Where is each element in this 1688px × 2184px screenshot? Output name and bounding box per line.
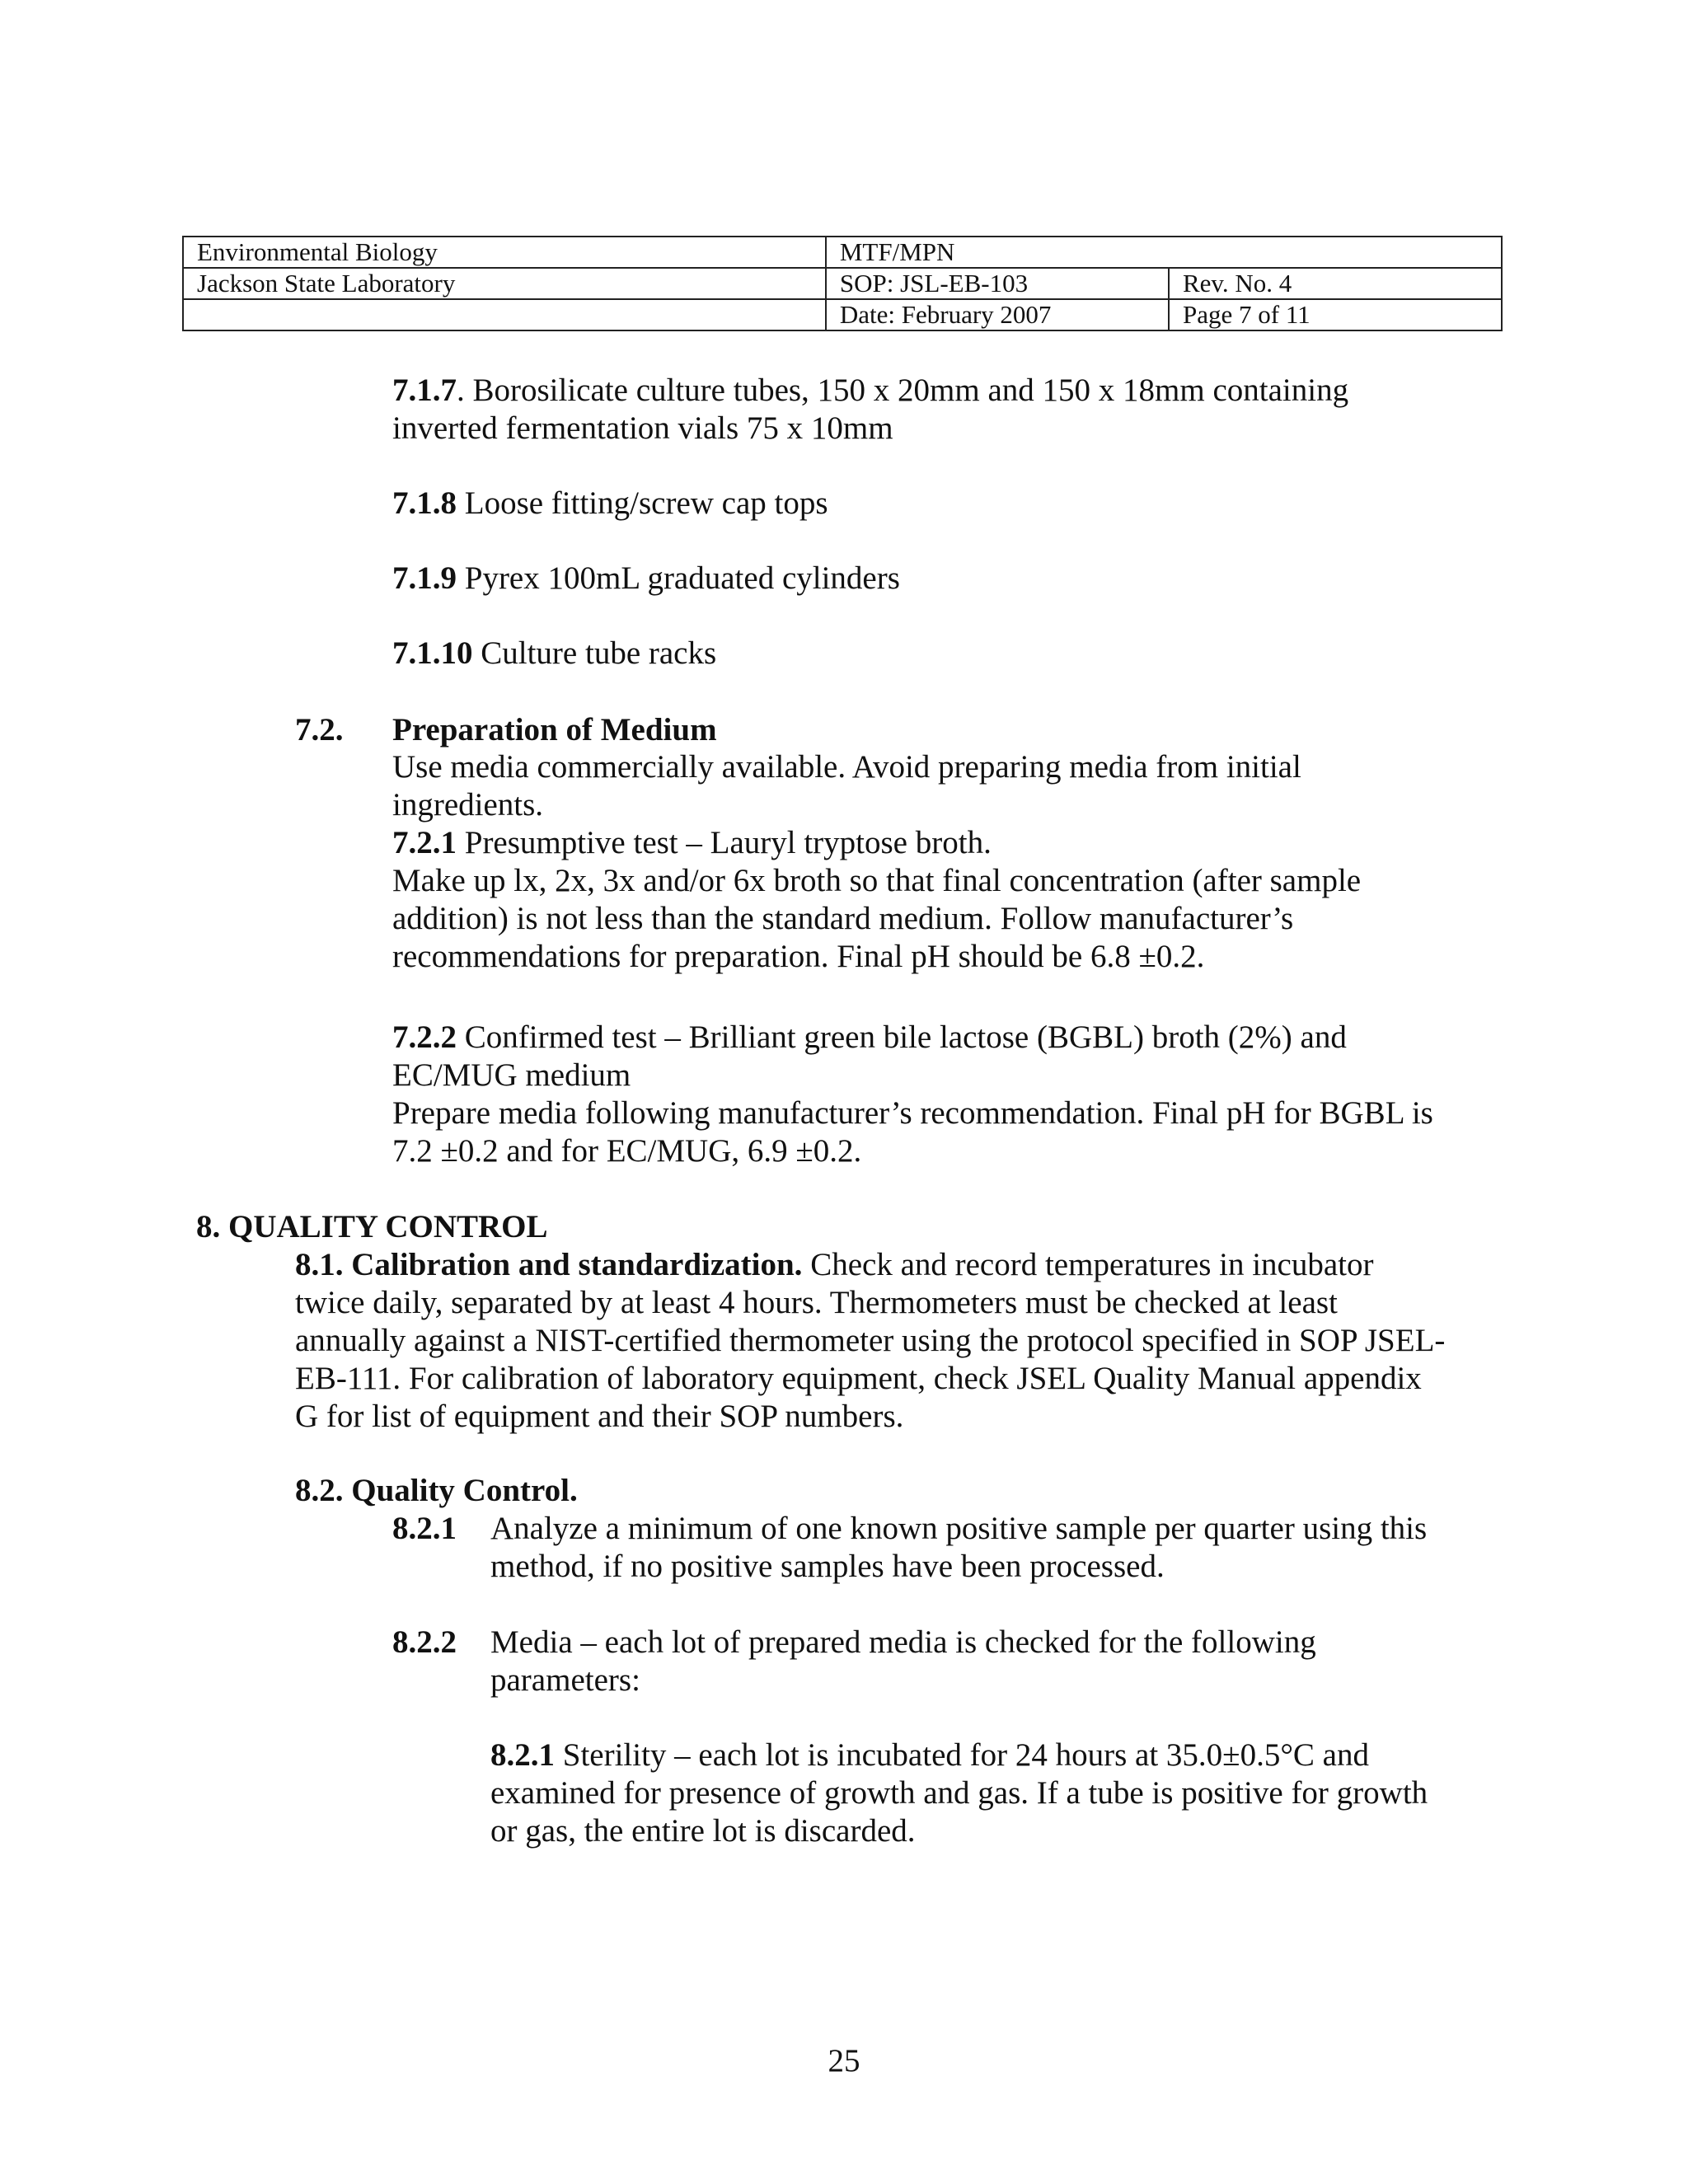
item-text: Loose fitting/screw cap tops: [457, 485, 828, 521]
item-7-2-1-line: addition) is not less than the standard medium. Follow manufacturer’s: [392, 901, 1294, 936]
section-8-1-text: Check and record temperatures in incubator: [802, 1247, 1374, 1282]
item-number: 7.2.2: [392, 1019, 457, 1055]
header-department: Environmental Biology: [183, 237, 826, 268]
item-7-2-2-line: 7.2 ±0.2 and for EC/MUG, 6.9 ±0.2.: [392, 1133, 862, 1169]
header-lab: Jackson State Laboratory: [183, 268, 826, 299]
section-7-2-number: 7.2.: [295, 712, 344, 748]
item-7-2-2: [392, 1019, 1347, 1057]
header-row: [183, 237, 1502, 268]
item-7-1-9: [392, 560, 900, 598]
item-7-2-1-line: Make up lx, 2x, 3x and/or 6x broth so that final concentration (after sample: [392, 863, 1362, 898]
item-text: Pyrex 100mL graduated cylinders: [457, 560, 900, 596]
header-row: [183, 268, 1502, 299]
item-number: 7.1.7: [392, 373, 457, 408]
item-number: 7.1.8: [392, 485, 457, 521]
item-7-2-1: [392, 824, 992, 862]
section-8-1-line: annually against a NIST-certified thermometer using the protocol specified in SOP JSEL-: [295, 1323, 1446, 1358]
item-number: 7.1.9: [392, 560, 457, 596]
item-number: 7.2.1: [392, 825, 457, 860]
header-date: Date: February 2007: [826, 299, 1169, 330]
item-8-2-1-number: 8.2.1: [392, 1511, 457, 1546]
item-7-1-10: [392, 635, 716, 673]
item-7-1-8: [392, 485, 828, 523]
section-8-1: [295, 1246, 1374, 1284]
item-text: . Borosilicate culture tubes, 150 x 20mm and 150 x 18mm containing: [457, 373, 1349, 408]
item-text: Culture tube racks: [472, 635, 717, 671]
section-8-1-line: twice daily, separated by at least 4 hours. Thermometers must be checked at least: [295, 1285, 1338, 1320]
item-7-2-1-line: recommendations for preparation. Final pH should be 6.8 ±0.2.: [392, 939, 1205, 974]
item-7-1-7-continued: inverted fermentation vials 75 x 10mm: [392, 410, 893, 446]
header-table: [182, 236, 1503, 331]
header-revision: Rev. No. 4: [1169, 268, 1502, 299]
header-page: Page 7 of 11: [1169, 299, 1502, 330]
header-empty-cell: [183, 299, 826, 330]
section-8-title: 8. QUALITY CONTROL: [196, 1209, 548, 1244]
section-8-1-line: G for list of equipment and their SOP numbers.: [295, 1399, 904, 1434]
item-8-2-2-line: Media – each lot of prepared media is checked for the following: [490, 1624, 1316, 1660]
section-8-2-title: 8.2. Quality Control.: [295, 1473, 578, 1508]
item-8-2-2-number: 8.2.2: [392, 1624, 457, 1660]
header-row: [183, 299, 1502, 330]
item-7-2-2-line: Prepare media following manufacturer’s recommendation. Final pH for BGBL is: [392, 1095, 1433, 1131]
item-number: 7.1.10: [392, 635, 473, 671]
item-8-2-2-line: parameters:: [490, 1662, 640, 1698]
item-7-2-2-line: EC/MUG medium: [392, 1057, 631, 1093]
item-7-1-7: [392, 372, 1348, 410]
item-8-2-1-line: method, if no positive samples have been processed.: [490, 1549, 1165, 1584]
section-7-2-line: Use media commercially available. Avoid preparing media from initial: [392, 749, 1301, 785]
item-text: Confirmed test – Brilliant green bile lactose (BGBL) broth (2%) and: [457, 1019, 1347, 1055]
item-number: 8.2.1: [490, 1737, 555, 1773]
section-8-1-line: EB-111. For calibration of laboratory equipment, check JSEL Quality Manual appendix: [295, 1361, 1422, 1396]
section-7-2-title: Preparation of Medium: [392, 712, 717, 748]
item-text: Presumptive test – Lauryl tryptose broth.: [457, 825, 992, 860]
item-8-2-1-line: Analyze a minimum of one known positive sample per quarter using this: [490, 1511, 1428, 1546]
item-sterility: [490, 1736, 1369, 1774]
header-sop: SOP: JSL-EB-103: [826, 268, 1169, 299]
page-number: 25: [828, 2043, 860, 2079]
item-sterility-line: examined for presence of growth and gas. If a tube is positive for growth: [490, 1775, 1428, 1811]
item-text: Sterility – each lot is incubated for 24 hours at 35.0±0.5°C and: [555, 1737, 1369, 1773]
section-7-2-line: ingredients.: [392, 787, 544, 823]
header-method: MTF/MPN: [826, 237, 1502, 268]
item-sterility-line: or gas, the entire lot is discarded.: [490, 1813, 916, 1849]
section-8-1-title: 8.1. Calibration and standardization.: [295, 1247, 803, 1282]
